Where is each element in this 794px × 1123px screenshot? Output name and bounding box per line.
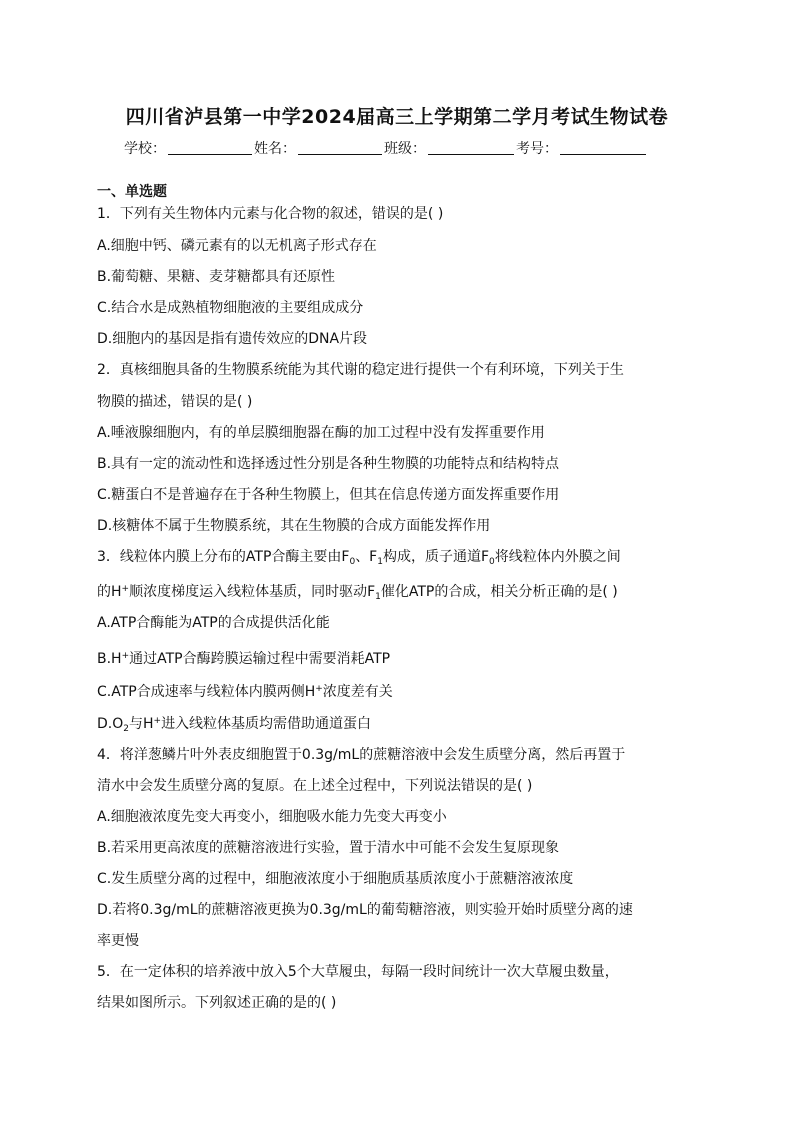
exam-no-field[interactable] — [516, 138, 648, 158]
class-label: 班级： — [384, 141, 426, 157]
q3-stem-part-e: 的H — [97, 584, 122, 600]
exam-no-blank[interactable] — [560, 153, 646, 155]
q3-option-b-sup: + — [121, 651, 130, 661]
q2-stem-line2: 物膜的描述，错误的是( ) — [97, 394, 253, 410]
q3-option-c-part2: 浓度差有关 — [322, 684, 393, 700]
q5-stem-line1: 5．在一定体积的培养液中放入5个大草履虫，每隔一段时间统计一次大草履虫数量， — [97, 964, 619, 980]
q3-sub-f1-drive: 1 — [375, 592, 381, 602]
q3-sup-plus: + — [121, 584, 130, 594]
q3-option-c — [97, 679, 393, 702]
q3-stem-line1 — [97, 547, 621, 572]
q3-stem-part-d: 将线粒体内外膜之间 — [494, 549, 621, 565]
q3-stem-part-f: 顺浓度梯度运入线粒体基质，同时驱动F — [129, 584, 376, 600]
q3-option-d-part1: D.O — [97, 716, 124, 732]
q4-option-a: A.细胞液浓度先变大再变小，细胞吸水能力先变大再变小 — [97, 809, 447, 825]
student-info-row — [124, 136, 648, 158]
q1-option-b: B.葡萄糖、果糖、麦芽糖都具有还原性 — [97, 269, 336, 285]
q1-option-c: C.结合水是成熟植物细胞液的主要组成成分 — [97, 300, 364, 316]
q4-option-d-line2: 率更慢 — [97, 933, 139, 949]
q1-option-d: D.细胞内的基因是指有遗传效应的DNA片段 — [97, 331, 368, 347]
q3-option-c-part1: C.ATP合成速率与线粒体内膜两侧H — [97, 684, 316, 700]
name-label: 姓名： — [254, 141, 296, 157]
q2-option-d: D.核糖体不属于生物膜系统，其在生物膜的合成方面能发挥作用 — [97, 518, 491, 534]
q3-option-d — [97, 711, 371, 739]
q3-sub-f0: 0 — [349, 557, 356, 567]
q3-option-b-part1: B.H — [97, 651, 122, 667]
q4-option-b: B.若采用更高浓度的蔗糖溶液进行实验，置于清水中可能不会发生复原现象 — [97, 840, 560, 856]
q3-sub-f0-channel: 0 — [489, 557, 495, 567]
q1-option-a: A.细胞中钙、磷元素有的以无机离子形式存在 — [97, 238, 377, 254]
q4-option-c: C.发生质壁分离的过程中，细胞液浓度小于细胞质基质浓度小于蔗糖溶液浓度 — [97, 871, 574, 887]
q3-option-c-sup: + — [315, 684, 323, 694]
q5-stem-line2: 结果如图所示。下列叙述正确的是的( ) — [97, 995, 337, 1011]
name-field[interactable] — [254, 138, 384, 158]
school-blank[interactable] — [168, 153, 252, 155]
q3-sub-f1: 1 — [377, 557, 383, 567]
q3-stem-part-c: 构成，质子通道F — [382, 549, 490, 565]
q4-stem-line2: 清水中会发生质壁分离的复原。在上述全过程中，下列说法错误的是( ) — [97, 778, 533, 794]
q3-option-d-part2: 与H — [128, 716, 154, 732]
school-label: 学校： — [124, 141, 166, 157]
q3-option-a: A.ATP合酶能为ATP的合成提供活化能 — [97, 615, 330, 631]
q4-stem-line1: 4．将洋葱鳞片叶外表皮细胞置于0.3g/mL的蔗糖溶液中会发生质壁分离，然后再置于 — [97, 747, 626, 763]
exam-title: 四川省泸县第一中学2024届高三上学期第二学月考试生物试卷 — [125, 106, 669, 128]
q3-option-d-sup: + — [153, 716, 162, 726]
q2-option-a: A.唾液腺细胞内，有的单层膜细胞器在酶的加工过程中没有发挥重要作用 — [97, 425, 545, 441]
q2-stem-line1: 2．真核细胞具备的生物膜系统能为其代谢的稳定进行提供一个有利环境，下列关于生 — [97, 362, 624, 378]
q4-option-d-line1: D.若将0.3g/mL的蔗糖溶液更换为0.3g/mL的葡萄糖溶液，则实验开始时质壁分离的速 — [97, 902, 633, 918]
class-field[interactable] — [384, 138, 516, 158]
q3-stem-part-b: 、F — [355, 549, 378, 565]
q2-option-c: C.糖蛋白不是普遍存在于各种生物膜上，但其在信息传递方面发挥重要作用 — [97, 487, 560, 503]
q3-option-d-sub: 2 — [123, 724, 129, 734]
q3-option-b — [97, 646, 390, 669]
q3-stem-part-a: 3．线粒体内膜上分布的ATP合酶主要由F — [97, 549, 350, 565]
section-title: 一、单选题 — [97, 184, 167, 200]
q1-stem: 1．下列有关生物体内元素与化合物的叙述，错误的是( ) — [97, 206, 444, 222]
q2-option-b: B.具有一定的流动性和选择透过性分别是各种生物膜的功能特点和结构特点 — [97, 456, 560, 472]
school-field[interactable] — [124, 138, 254, 158]
q3-stem-part-g: 催化ATP的合成，相关分析正确的是( ) — [380, 584, 618, 600]
exam-no-label: 考号： — [516, 141, 558, 157]
q3-option-b-part2: 通过ATP合酶跨膜运输过程中需要消耗ATP — [129, 651, 391, 667]
q3-stem-line2 — [97, 579, 618, 607]
q3-option-d-part3: 进入线粒体基质均需借助通道蛋白 — [161, 716, 372, 732]
name-blank[interactable] — [298, 153, 382, 155]
class-blank[interactable] — [428, 153, 514, 155]
